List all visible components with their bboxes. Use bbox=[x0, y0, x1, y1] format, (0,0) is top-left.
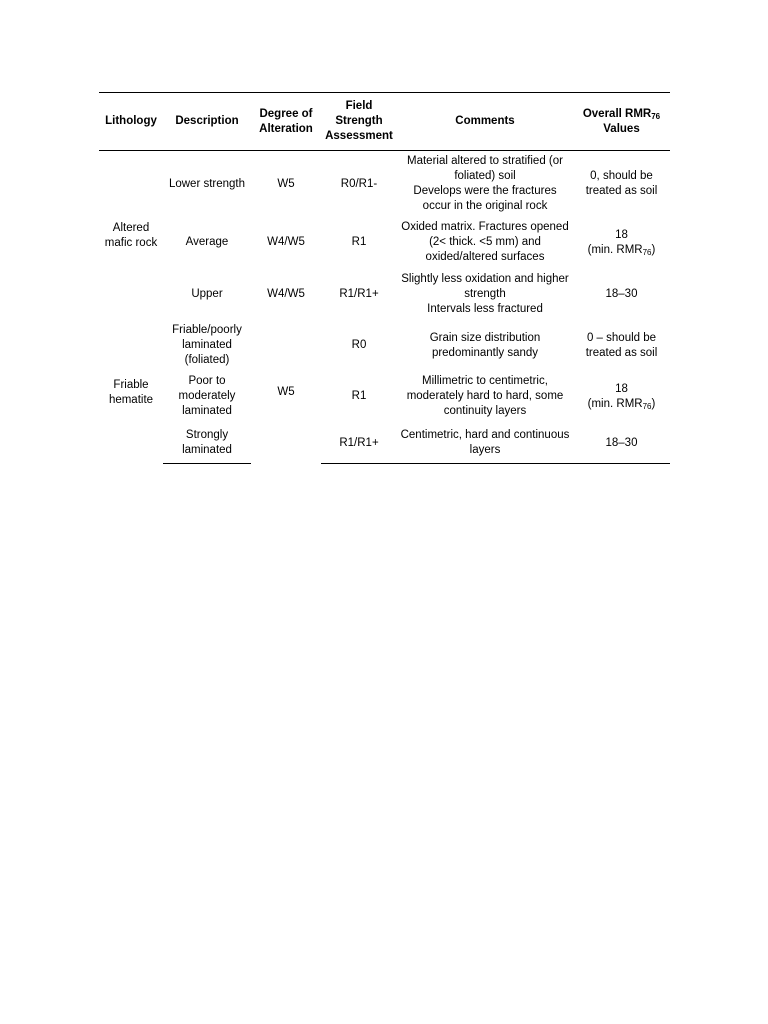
lithology-friable-hematite: Friable hematite bbox=[108, 378, 154, 406]
field-strength-cell: R0/R1- bbox=[340, 177, 378, 190]
header-rmr-suffix: Values bbox=[603, 122, 640, 135]
comments-cell: Oxided matrix. Fractures opened (2< thick. <5 mm) and oxided/altered surfaces bbox=[401, 221, 569, 263]
header-rmr-subscript: 76 bbox=[651, 111, 661, 121]
rmr-min-note bbox=[575, 397, 668, 412]
rmr-min-note bbox=[575, 243, 668, 258]
field-strength-cell: R1 bbox=[351, 390, 367, 402]
description-cell: Strongly laminated bbox=[163, 424, 251, 464]
header-rmr bbox=[573, 93, 670, 151]
table-row bbox=[99, 268, 670, 322]
rmr-min-suffix: ) bbox=[651, 243, 656, 256]
description-cell: Friable/poorly laminated (foliated) bbox=[172, 324, 242, 366]
rmr-cell: 18–30 bbox=[573, 424, 670, 464]
rmr-min-subscript: 76 bbox=[642, 247, 652, 257]
rmr-min-subscript: 76 bbox=[642, 401, 652, 411]
table-row bbox=[99, 218, 670, 268]
header-comments: Comments bbox=[397, 93, 573, 151]
alteration-cell: W4/W5 bbox=[267, 236, 305, 248]
rock-mass-classification-table bbox=[99, 92, 670, 464]
comments-cell bbox=[397, 268, 573, 322]
comments-cell: Grain size distribution predominantly sandy bbox=[429, 331, 541, 359]
description-cell: Lower strength bbox=[168, 177, 246, 190]
rmr-min-suffix: ) bbox=[651, 397, 656, 410]
header-field-strength: Field Strength Assessment bbox=[321, 93, 397, 151]
field-strength-cell: R1/R1+ bbox=[321, 424, 397, 464]
table-row bbox=[99, 322, 670, 370]
rmr-cell: 0, should be treated as soil bbox=[585, 170, 658, 198]
alteration-cell-friable: W5 bbox=[277, 386, 295, 398]
comments-cell: Millimetric to centimetric, moderately hard to hard, some continuity layers bbox=[406, 375, 564, 417]
description-cell: Average bbox=[185, 236, 229, 248]
rmr-cell bbox=[573, 370, 670, 424]
rmr-cell: 0 – should be treated as soil bbox=[585, 331, 658, 359]
field-strength-cell: R0 bbox=[351, 339, 367, 351]
comment-line: Develops were the fractures occur in the original rock bbox=[413, 185, 557, 213]
comments-cell: Centimetric, hard and continuous layers bbox=[397, 424, 573, 464]
rmr-cell: 18–30 bbox=[605, 288, 638, 300]
header-lithology: Lithology bbox=[99, 93, 163, 151]
comment-line: Intervals less fractured bbox=[427, 303, 543, 315]
table-row bbox=[99, 424, 670, 464]
header-rmr-prefix: Overall RMR bbox=[582, 107, 652, 120]
rmr-value: 18 bbox=[615, 382, 628, 395]
table-row bbox=[99, 151, 670, 218]
table-row bbox=[99, 370, 670, 424]
comments-cell bbox=[397, 151, 573, 218]
rmr-value: 18 bbox=[615, 228, 628, 241]
field-strength-cell: R1 bbox=[351, 236, 367, 248]
description-cell: Upper bbox=[191, 288, 223, 300]
alteration-cell: W4/W5 bbox=[267, 288, 305, 300]
field-strength-cell: R1/R1+ bbox=[339, 288, 379, 300]
rmr-cell bbox=[573, 218, 670, 268]
comment-line: Material altered to stratified (or foliated) soil bbox=[407, 155, 563, 183]
description-cell: Poor to moderately laminated bbox=[178, 375, 236, 417]
comment-line: Slightly less oxidation and higher strength bbox=[401, 273, 569, 300]
header-alteration: Degree of Alteration bbox=[251, 93, 321, 151]
rmr-min-prefix: (min. RMR bbox=[587, 243, 643, 256]
rmr-min-prefix: (min. RMR bbox=[587, 397, 643, 410]
header-description: Description bbox=[163, 93, 251, 151]
lithology-altered-mafic-rock: Altered mafic rock bbox=[104, 222, 158, 250]
alteration-cell: W5 bbox=[277, 177, 295, 190]
header-row bbox=[99, 93, 670, 151]
